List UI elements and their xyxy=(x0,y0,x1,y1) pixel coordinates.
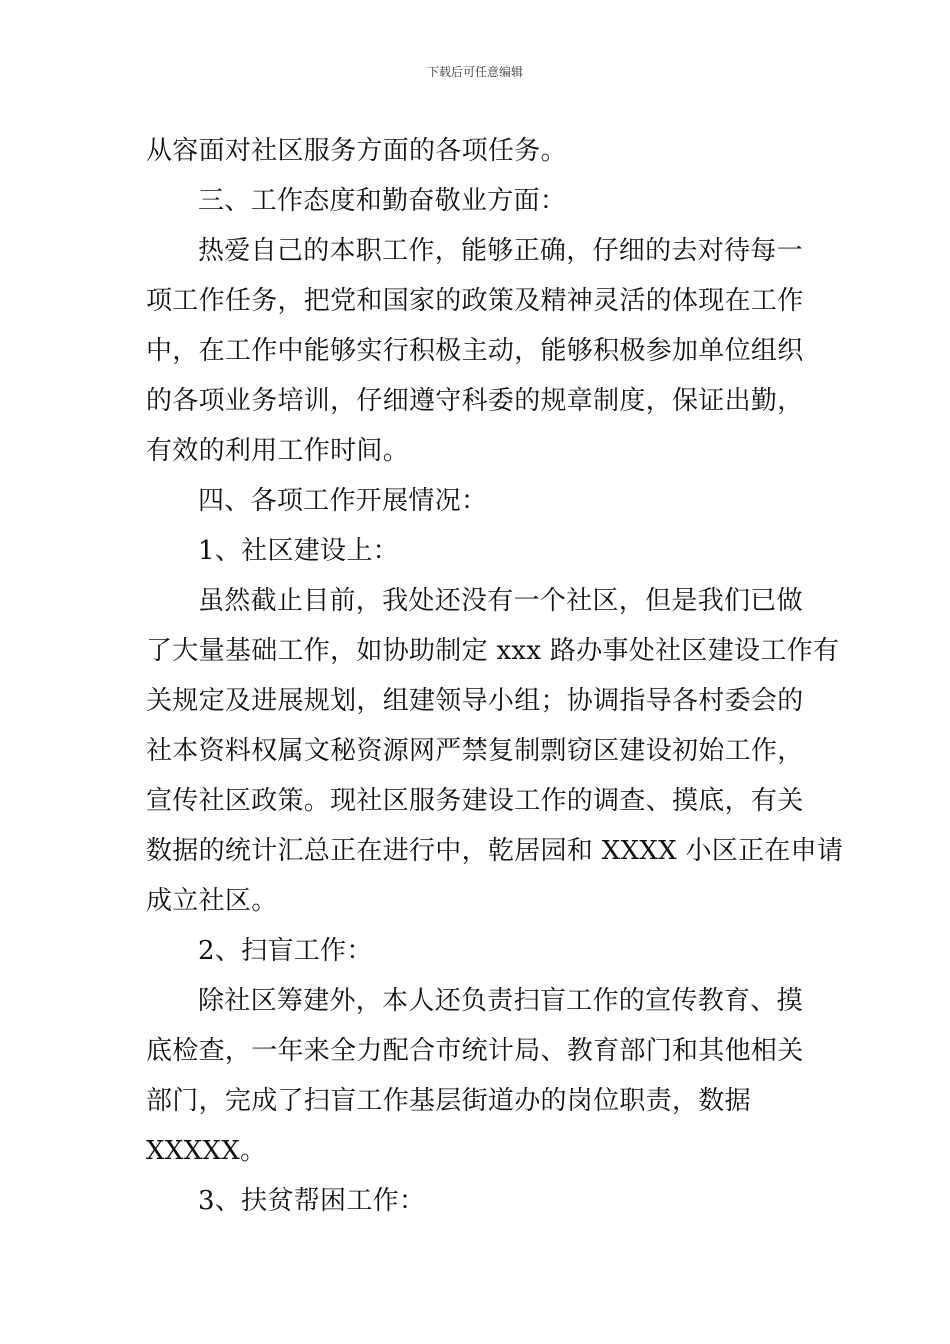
text-line: 了大量基础工作，如协助制定 xxx 路办事处社区建设工作有 xyxy=(146,636,840,666)
text-line: 中，在工作中能够实行积极主动，能够积极参加单位组织 xyxy=(146,336,804,366)
section-heading: 四、各项工作开展情况： xyxy=(198,486,488,516)
text-line: 关规定及进展规划，组建领导小组；协调指导各村委会的 xyxy=(146,686,804,716)
text-line: 成立社区。 xyxy=(146,886,278,916)
text-line: 从容面对社区服务方面的各项任务。 xyxy=(146,136,567,166)
text-line: 有效的利用工作时间。 xyxy=(146,436,410,466)
header-text: 下载后可任意编辑 xyxy=(426,65,523,79)
text-line: 虽然截止目前，我处还没有一个社区，但是我们已做 xyxy=(198,586,803,616)
text-line: 热爱自己的本职工作，能够正确，仔细的去对待每一 xyxy=(198,236,803,266)
text-line: 宣传社区政策。现社区服务建设工作的调查、摸底，有关 xyxy=(146,786,804,816)
page-header xyxy=(0,64,950,80)
text-line: 部门，完成了扫盲工作基层街道办的岗位职责，数据 xyxy=(146,1086,751,1116)
text-line: 的各项业务培训，仔细遵守科委的规章制度，保证出勤， xyxy=(146,386,804,416)
text-line: 数据的统计汇总正在进行中，乾居园和 XXXX 小区正在申请 xyxy=(146,836,844,866)
section-heading: 三、工作态度和勤奋敬业方面： xyxy=(198,186,567,216)
text-line: 社本资料权属文秘资源网严禁复制剽窃区建设初始工作， xyxy=(146,736,804,766)
document-body xyxy=(146,126,844,1226)
text-line: 底检查，一年来全力配合市统计局、教育部门和其他相关 xyxy=(146,1036,804,1066)
text-line: XXXXX。 xyxy=(146,1136,267,1166)
text-line: 项工作任务，把党和国家的政策及精神灵活的体现在工作 xyxy=(146,286,804,316)
subsection-heading: 2、扫盲工作： xyxy=(198,936,373,966)
subsection-heading: 3、扶贫帮困工作： xyxy=(198,1186,426,1216)
text-line: 除社区筹建外，本人还负责扫盲工作的宣传教育、摸 xyxy=(198,986,803,1016)
subsection-heading: 1、社区建设上： xyxy=(198,536,399,566)
